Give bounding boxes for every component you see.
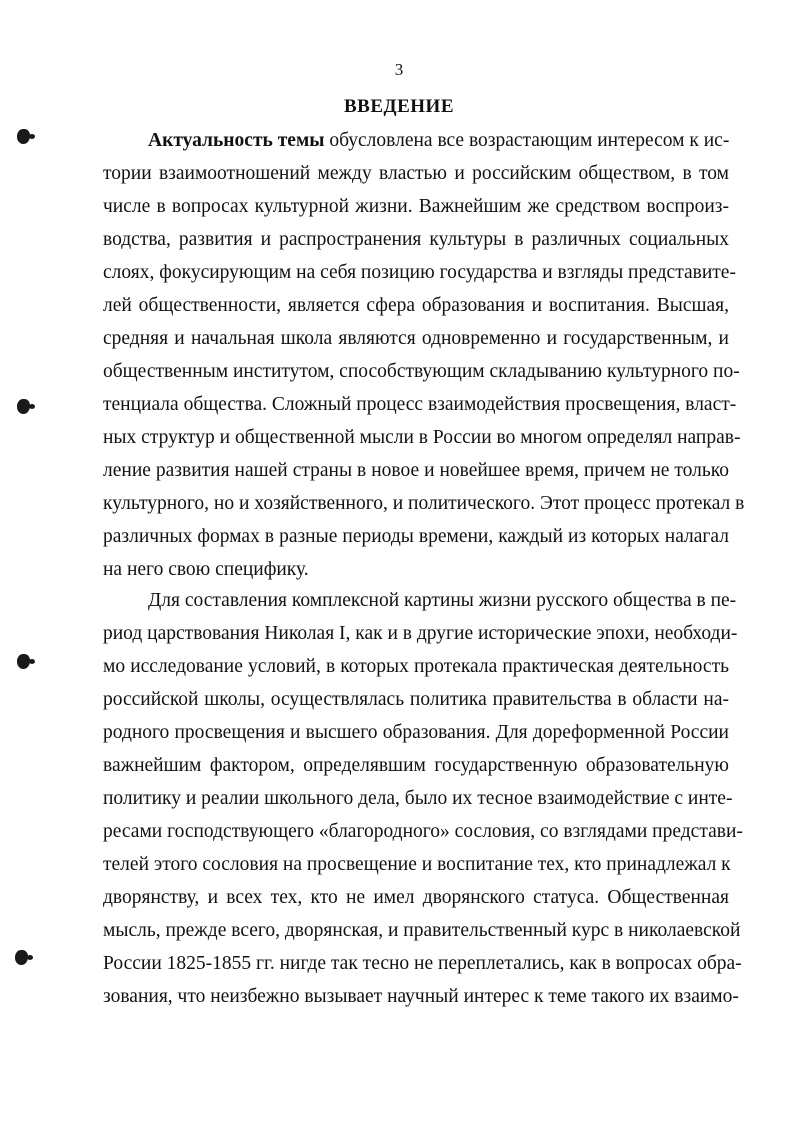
emphasis-term: Актуальность темы bbox=[148, 130, 325, 151]
punch-hole-mark bbox=[15, 950, 28, 965]
text-line: мо исследование условий, в которых протекала практическая деятельность bbox=[103, 656, 729, 677]
text-line: родного просвещения и высшего образования. Для дореформенной России bbox=[103, 722, 729, 743]
text-line: зования, что неизбежно вызывает научный интерес к теме такого их взаимо- bbox=[103, 986, 739, 1007]
text-line: Для составления комплексной картины жизни русского общества в пе- bbox=[148, 590, 737, 611]
text-line: общественным институтом, способствующим складыванию культурного по- bbox=[103, 361, 740, 382]
text-line: лей общественности, является сфера образования и воспитания. Высшая, bbox=[103, 295, 729, 316]
punch-hole-mark bbox=[17, 129, 30, 144]
text-line: риод царствования Николая I, как и в другие исторические эпохи, необходи- bbox=[103, 623, 738, 644]
page-heading: ВВЕДЕНИЕ bbox=[344, 96, 454, 117]
text-line: ресами господствующего «благородного» сословия, со взглядами представи- bbox=[103, 821, 743, 842]
line-text: обусловлена все возрастающим интересом к ис- bbox=[324, 130, 730, 151]
text-line: тории взаимоотношений между властью и российским обществом, в том bbox=[103, 163, 729, 184]
text-line: России 1825-1855 гг. нигде так тесно не переплетались, как в вопросах обра- bbox=[103, 953, 742, 974]
text-line bbox=[148, 129, 729, 153]
text-line: культурного, но и хозяйственного, и политического. Этот процесс протекал в bbox=[103, 493, 745, 514]
punch-hole-mark bbox=[17, 399, 30, 414]
text-line: на него свою специфику. bbox=[103, 559, 309, 580]
text-line: российской школы, осуществлялась политика правительства в области на- bbox=[103, 689, 729, 710]
text-line: тенциала общества. Сложный процесс взаимодействия просвещения, власт- bbox=[103, 394, 737, 415]
text-line: политику и реалии школьного дела, было их тесное взаимодействие с инте- bbox=[103, 788, 733, 809]
text-line: числе в вопросах культурной жизни. Важнейшим же средством воспроиз- bbox=[103, 196, 729, 217]
text-line: слоях, фокусирующим на себя позицию государства и взгляды представите- bbox=[103, 262, 736, 283]
text-line: дворянству, и всех тех, кто не имел дворянского статуса. Общественная bbox=[103, 887, 729, 908]
text-line: важнейшим фактором, определявшим государственную образовательную bbox=[103, 755, 729, 776]
text-line: ных структур и общественной мысли в России во многом определял направ- bbox=[103, 427, 741, 448]
text-line: телей этого сословия на просвещение и воспитание тех, кто принадлежал к bbox=[103, 854, 731, 875]
page-number: 3 bbox=[394, 60, 404, 79]
punch-hole-mark bbox=[17, 654, 30, 669]
text-line: мысль, прежде всего, дворянская, и правительственный курс в николаевской bbox=[103, 920, 741, 941]
text-line: водства, развития и распространения культуры в различных социальных bbox=[103, 229, 729, 250]
text-line: различных формах в разные периоды времени, каждый из которых налагал bbox=[103, 526, 729, 547]
text-line: средняя и начальная школа являются одновременно и государственным, и bbox=[103, 328, 729, 349]
text-line: ление развития нашей страны в новое и новейшее время, причем не только bbox=[103, 460, 729, 481]
